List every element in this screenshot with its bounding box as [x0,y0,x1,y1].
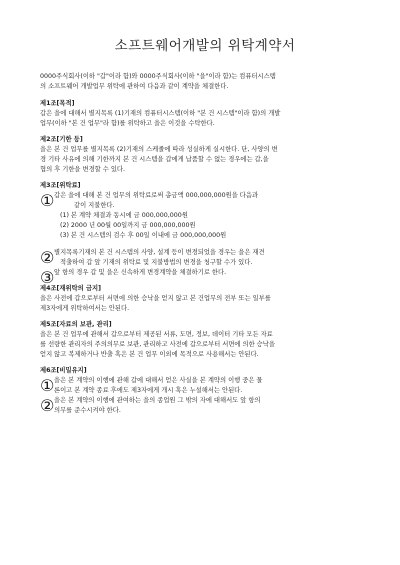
article-2 [40,135,370,175]
article-4-line: 제3자에게 위탁하여서는 안된다. [40,305,130,312]
intro-paragraph [40,72,370,92]
article-5-line: 얻지 않고 복제하거나 반출 혹은 본 건 업무 이외에 목적으로 사용해서는 안된다. [40,351,259,358]
article-5-line: 을은 본 건 업무에 관해서 갑으로부터 제공된 서류, 도면, 정보, 데이터 기타 모든 자료 [40,331,273,338]
clause-number: ② [40,396,55,415]
article-5-heading: 제5조[자료의 보관, 관리] [40,321,112,328]
payment-schedule-item: (3) 본 건 시스템의 검수 후 00일 이내에 금 000,000,000원 [60,232,227,239]
article-3-clause-3 [40,268,370,287]
clause-line: 같이 지불한다. [74,202,115,209]
article-3 [40,181,370,287]
article-4-heading: 제4조[재위탁의 금지] [40,285,101,292]
article-6-clause-1 [40,376,370,396]
article-6 [40,366,370,416]
clause-line: 론이고 본 계약 종료 후에도 제3자에게 개시 혹은 누설해서는 안된다. [54,387,243,394]
document-title: 소프트웨어개발의 위탁계약서 [114,38,296,54]
clause-number: ① [40,376,55,395]
intro-line: 의 소프트웨어 개발업무 위탁에 관하여 다음과 같이 계약을 체결한다. [40,83,229,90]
clause-number: ② [40,248,55,267]
clause-number: ③ [40,268,55,287]
clause-line: 갑은 을에 대해 본 건 업무의 위탁료로써 총금액 000,000,000원을 다음과 [54,192,259,199]
article-3-clause-1 [40,191,370,241]
article-2-line: 경 기타 사유에 의해 기한까지 본 건 시스템을 갑에게 납품할 수 없는 경우에는 갑,을 [40,156,269,163]
article-1 [40,99,370,129]
payment-schedule-item: (2) 2000 년 00월 00일까지 금 000,000,000원 [60,222,196,229]
article-4-line: 을은 사전에 갑으로부터 서면에 의한 승낙을 얻지 않고 본 건업무의 전부 또는 일부를 [40,295,271,302]
clause-line: 의무를 준수시켜야 한다. [54,407,121,414]
clause-line: 앞 항의 경우 갑 및 을은 신속하게 변경계약을 체결하기로 한다. [54,269,227,276]
article-1-line: 갑은 을에 대해서 별지목록 (1)기재의 컴퓨터시스템(이하 "본 건 시스템"이라 함)의 개발 [40,110,281,117]
clause-line: 을은 본 계약의 이행에 관해 갑에 대해서 얻은 사실을 본 계약의 이행 중은 물 [54,377,263,384]
article-2-heading: 제2조[기한 등] [40,136,83,143]
clause-number: ① [40,191,55,210]
article-4 [40,284,370,314]
article-5-line: 를 선량한 관리자의 주의의무로 보관, 관리하고 사전에 갑으로부터 서면에 의한 승낙을 [40,341,275,348]
payment-schedule-item: (1) 본 계약 체결과 동시에 금 000,000,000원 [60,212,188,219]
intro-line: 0000주식회사(이하 "갑"이라 함)와 0000주식회사(이하 "을"이라 함)는 컴퓨터시스템 [40,73,276,80]
article-2-line: 협의 후 기한을 변경할 수 있다. [40,166,126,173]
article-1-heading: 제1조[목적] [40,100,75,107]
article-1-line: 업무(이하 "본 건 업무"라 함)를 위탁하고 을은 이것을 수탁한다. [40,120,215,127]
clause-line: 을은 본 계약의 이행에 관여하는 을의 종업원 그 밖의 자에 대해서도 앞 항의 [54,397,261,404]
article-5 [40,320,370,360]
article-6-heading: 제6조[비밀유지] [40,367,87,374]
article-6-clause-2 [40,396,370,416]
clause-line: 적출하여 갑 앞 기재의 위탁료 및 지불방법의 변경을 청구할 수가 있다. [60,259,253,266]
article-3-clause-2 [40,248,370,268]
article-2-line: 을은 본 건 업무를 별지목록 (2)기재의 스케줄에 따라 성실하게 실시한다. 단, 사양의 변 [40,146,278,153]
clause-line: 별지목록기재의 본 건 시스템의 사양, 설계 등이 변경되었을 경우는 을은 재견 [54,249,265,256]
article-3-heading: 제3조[위탁료] [40,182,81,189]
